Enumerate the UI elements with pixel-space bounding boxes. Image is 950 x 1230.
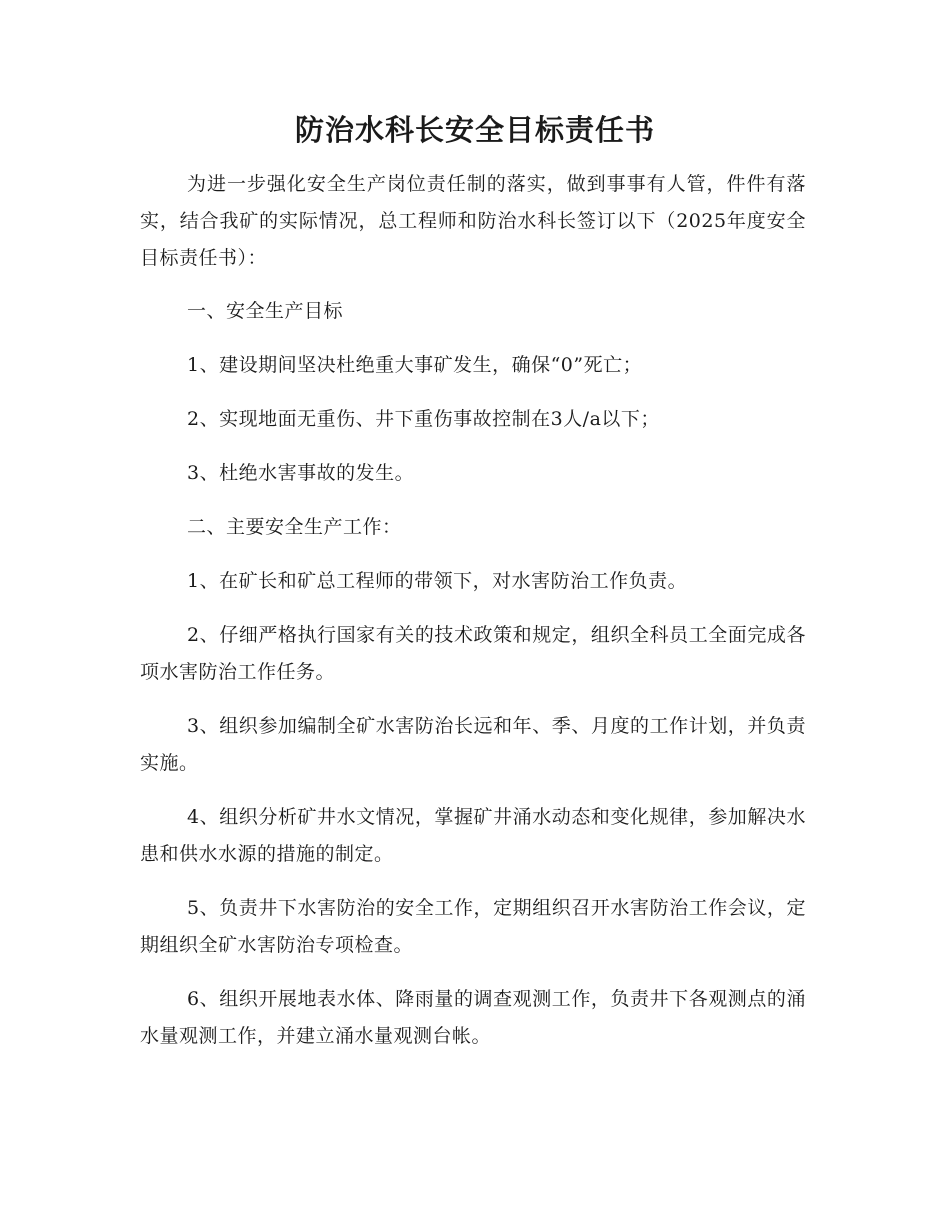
goal-item-1: 1、建设期间坚决杜绝重大事矿发生，确保“0”死亡； [187, 354, 643, 376]
work-item-5: 5、负责井下水害防治的安全工作，定期组织召开水害防治工作会议，定期组织全矿水害防治专项检查。 [140, 897, 806, 956]
intro-paragraph: 为进一步强化安全生产岗位责任制的落实，做到事事有人管，件件有落实，结合我矿的实际情况，总工程师和防治水科长签订以下（2025年度安全目标责任书）： [140, 173, 806, 269]
section-heading-work: 二、主要安全生产工作： [187, 516, 402, 538]
work-item-6: 6、组织开展地表水体、降雨量的调查观测工作，负责井下各观测点的涌水量观测工作，并建立涌水量观测台帐。 [140, 988, 806, 1047]
work-item-4: 4、组织分析矿井水文情况，掌握矿井涌水动态和变化规律，参加解决水患和供水水源的措施的制定。 [140, 806, 806, 865]
document-title: 防治水科长安全目标责任书 [294, 113, 655, 147]
document-body [140, 166, 806, 1072]
work-item-1: 1、在矿长和矿总工程师的带领下，对水害防治工作负责。 [187, 570, 688, 592]
work-item-2: 2、仔细严格执行国家有关的技术政策和规定，组织全科员工全面完成各项水害防治工作任务。 [140, 624, 806, 683]
goal-item-2: 2、实现地面无重伤、井下重伤事故控制在3人/a以下； [187, 408, 660, 430]
goal-item-3: 3、杜绝水害事故的发生。 [187, 462, 415, 484]
work-item-3: 3、组织参加编制全矿水害防治长远和年、季、月度的工作计划，并负责实施。 [140, 715, 806, 774]
section-heading-goals: 一、安全生产目标 [187, 300, 344, 322]
